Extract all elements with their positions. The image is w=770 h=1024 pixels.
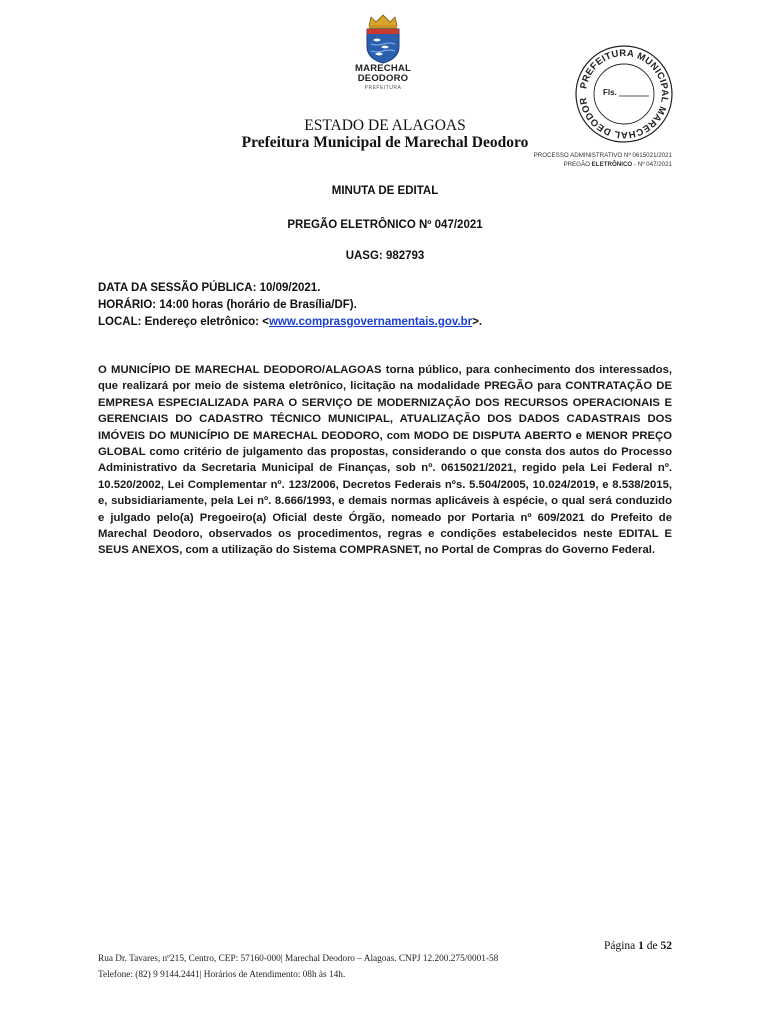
process-number: PROCESSO ADMINISTRATIVO Nº 0615021/2021 <box>533 152 672 159</box>
logo-subtitle: PREFEITURA <box>364 85 402 91</box>
logo-name-line2: DEODORO <box>357 73 409 84</box>
pregao-prefix: PREGÃO <box>563 161 592 168</box>
logo-name-line1: MARECHAL <box>355 63 411 74</box>
pregao-heading: PREGÃO ELETRÔNICO Nº 047/2021 <box>287 219 483 231</box>
edital-body-paragraph: O MUNICÍPIO DE MARECHAL DEODORO/ALAGOAS torna público, para conhecimento dos interessados, que realizará por meio de sistema eletrônico, licitação na modalidade PREGÃO para CONTRATAÇÃO DE EMPRESA ESPECIALIZADA PARA O SERVIÇO DE MODERNIZAÇÃO DOS RECURSOS OPERACIONAIS E GERENCIAIS DO CADASTRO TÉCNICO MUNICIPAL, ATUALIZAÇÃO DOS DADOS CADASTRAIS DOS IMÓVEIS DO MUNICÍPIO DE MARECHAL DEODORO, com MODO DE DISPUTA ABERTO e MENOR PREÇO GLOBAL como critério de julgamento das propostas, considerando o que consta dos autos do Processo Administrativo da Secretaria Municipal de Finanças, sob nº. 0615021/2021, regido pela Lei Federal nº. 10.520/2002, Lei Complementar nº. 123/2006, Decretos Federais nºs. 5.504/2005, 10.024/2019, e 8.538/2015, e, subsidiariamente, pela Lei nº. 8.666/1993, e demais normas aplicáveis à espécie, o qual será conduzido e julgado pelo(a) Pregoeiro(a) Oficial deste Órgão, nomeado por Portaria nº 609/2021 do Prefeito de Marechal Deodoro, observados os procedimentos, regras e condições estabelecidos neste EDITAL E SEUS ANEXOS, com a utilização do Sistema COMPRASNET, no Portal de Compras do Governo Federal. <box>98 364 672 557</box>
pregao-bold: ELETRÔNICO <box>591 161 633 168</box>
pregao-reference <box>563 161 672 168</box>
municipal-logo <box>348 14 418 91</box>
local-suffix: >. <box>472 316 483 328</box>
page-current: 1 <box>638 940 644 952</box>
uasg-heading: UASG: 982793 <box>345 250 425 262</box>
page-number <box>604 940 672 952</box>
municipality-title: Prefeitura Municipal de Marechal Deodoro <box>241 134 529 151</box>
stamp-label: Fls. <box>603 88 617 97</box>
page-of: de <box>643 940 661 952</box>
minuta-heading: MINUTA DE EDITAL <box>331 185 439 197</box>
state-title: ESTADO DE ALAGOAS <box>304 117 466 134</box>
footer-address: Rua Dr. Tavares, nº215, Centro, CEP: 57160-000| Marechal Deodoro – Alagoas. CNPJ 12.200.275/0001-58 <box>98 954 499 964</box>
session-date: DATA DA SESSÃO PÚBLICA: 10/09/2021. <box>98 282 321 294</box>
coat-of-arms-icon <box>361 14 405 64</box>
session-time: HORÁRIO: 14:00 horas (horário de Brasília/DF). <box>98 299 357 311</box>
page-label: Página <box>603 940 639 952</box>
stamp-ring-text: PREFEITURA MUNICIPAL MARECHAL DEODOR <box>578 47 671 141</box>
session-local <box>98 316 482 328</box>
page-total: 52 <box>660 940 672 952</box>
footer-contact: Telefone: (82) 9 9144.2441| Horários de Atendimento: 08h às 14h. <box>98 970 346 980</box>
local-prefix: LOCAL: Endereço eletrônico: < <box>98 316 269 328</box>
comprasgov-link[interactable]: www.comprasgovernamentais.gov.br <box>268 316 473 328</box>
pregao-suffix: - Nº 047/2021 <box>632 161 672 168</box>
